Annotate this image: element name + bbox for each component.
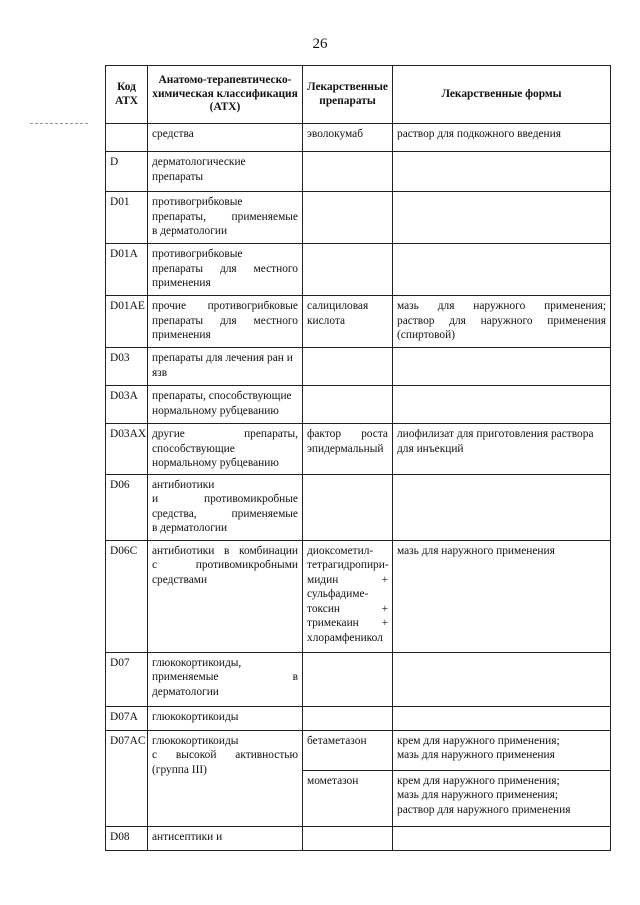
cell-forms xyxy=(393,770,611,826)
cell-line: с противомикробными xyxy=(152,559,298,571)
cell-line: (группа III) xyxy=(152,763,207,776)
cell-line: хлорамфеникол xyxy=(307,631,383,644)
cell-line: антибиотики xyxy=(152,478,215,491)
cell-line: в дерматологии xyxy=(152,522,228,534)
cell-classification xyxy=(148,152,303,192)
cell-line: (спиртовой) xyxy=(397,329,455,341)
cell-drug xyxy=(303,152,393,192)
cell-line: другие препараты, xyxy=(152,428,298,440)
cell-code: D xyxy=(106,152,148,192)
header-drugs: Лекарственные препараты xyxy=(303,66,393,124)
cell-classification xyxy=(148,652,303,706)
cell-line: средства xyxy=(152,128,194,140)
cell-drug xyxy=(303,124,393,152)
cell-line: бетаметазон xyxy=(307,734,367,747)
cell-line: применения xyxy=(152,277,211,289)
table-row xyxy=(106,386,611,424)
cell-line: тетрагидропири- xyxy=(307,559,389,571)
cell-classification xyxy=(148,424,303,475)
cell-classification xyxy=(148,296,303,348)
cell-line: способствующие xyxy=(152,442,235,455)
table-row xyxy=(106,826,611,850)
cell-classification xyxy=(148,474,303,540)
cell-classification xyxy=(148,244,303,296)
cell-line: крем для наружного применения; xyxy=(397,774,560,787)
table-row xyxy=(106,706,611,730)
cell-line: токсин + xyxy=(307,602,388,615)
cell-classification xyxy=(148,826,303,850)
cell-line: мазь для наружного применения xyxy=(397,544,555,557)
cell-line: нормальному рубцеванию xyxy=(152,457,279,469)
cell-forms xyxy=(393,124,611,152)
cell-drug xyxy=(303,730,393,770)
cell-forms xyxy=(393,296,611,348)
cell-line: дерматологические xyxy=(152,156,246,168)
header-code: Код АТХ xyxy=(106,66,148,124)
table-row xyxy=(106,730,611,770)
cell-line: мазь для наружного применения xyxy=(397,749,555,761)
cell-line: в дерматологии xyxy=(152,225,228,237)
cell-drug xyxy=(303,424,393,475)
cell-line: прочие противогрибковые xyxy=(152,300,298,312)
cell-line: дерматологии xyxy=(152,685,219,698)
cell-line: мазь для наружного применения; xyxy=(397,300,606,312)
cell-line: эволокумаб xyxy=(307,128,364,140)
cell-line: и противомикробные xyxy=(152,493,298,505)
cell-line: глюкокортикоиды xyxy=(152,734,239,747)
page-number: 26 xyxy=(312,36,328,52)
cell-classification xyxy=(148,348,303,386)
cell-code: D01 xyxy=(106,192,148,244)
table-row xyxy=(106,348,611,386)
cell-drug xyxy=(303,386,393,424)
cell-line: противогрибковые xyxy=(152,196,243,208)
cell-code: D03A xyxy=(106,386,148,424)
cell-forms xyxy=(393,152,611,192)
table-row xyxy=(106,652,611,706)
cell-code: D01A xyxy=(106,244,148,296)
atx-table-body xyxy=(106,124,611,851)
header-row xyxy=(106,66,611,124)
cell-forms xyxy=(393,244,611,296)
cell-line: язв xyxy=(152,366,168,379)
cell-drug xyxy=(303,244,393,296)
cell-line: с высокой активностью xyxy=(152,749,298,761)
cell-code: D07 xyxy=(106,652,148,706)
cell-drug xyxy=(303,296,393,348)
cell-forms xyxy=(393,730,611,770)
cell-forms xyxy=(393,192,611,244)
cell-line: средства, применяемые xyxy=(152,507,298,520)
table-row xyxy=(106,244,611,296)
cell-code: D01AE xyxy=(106,296,148,348)
cell-forms xyxy=(393,348,611,386)
cell-line: раствор для наружного применения xyxy=(397,803,571,816)
table-row xyxy=(106,424,611,475)
cell-drug xyxy=(303,706,393,730)
table-row xyxy=(106,124,611,152)
cell-line: мометазон xyxy=(307,774,359,787)
cell-line: препараты для местного xyxy=(152,262,298,275)
cell-line: салициловая xyxy=(307,300,369,312)
cell-forms xyxy=(393,424,611,475)
cell-line: мазь для наружного применения; xyxy=(397,789,559,801)
cell-classification xyxy=(148,540,303,652)
cell-forms xyxy=(393,826,611,850)
cell-line: глюкокортикоиды xyxy=(152,710,239,723)
cell-line: мидин + xyxy=(307,573,388,586)
table-row xyxy=(106,152,611,192)
cell-line: антисептики и xyxy=(152,830,223,843)
cell-drug xyxy=(303,652,393,706)
cell-code: D03AX xyxy=(106,424,148,475)
cell-code: D06C xyxy=(106,540,148,652)
cell-code xyxy=(106,124,148,152)
cell-drug xyxy=(303,192,393,244)
cell-line: применения xyxy=(152,329,211,341)
cell-forms xyxy=(393,706,611,730)
margin-dash-mark xyxy=(30,123,88,124)
cell-drug xyxy=(303,826,393,850)
cell-line: раствор для подкожного введения xyxy=(397,128,561,140)
cell-line: лиофилизат для приготовления раствора xyxy=(397,428,594,440)
cell-line: препараты для лечения ран и xyxy=(152,352,293,364)
cell-line: антибиотики в комбинации xyxy=(152,544,298,557)
cell-line: кислота xyxy=(307,314,346,327)
cell-line: препараты, применяемые xyxy=(152,210,298,223)
table-row xyxy=(106,192,611,244)
table-row xyxy=(106,474,611,540)
cell-line: применяемые в xyxy=(152,671,298,683)
cell-line: сульфадиме- xyxy=(307,588,369,600)
table-row xyxy=(106,296,611,348)
cell-line: препараты xyxy=(152,170,204,183)
cell-forms xyxy=(393,652,611,706)
cell-code: D07A xyxy=(106,706,148,730)
cell-code: D06 xyxy=(106,474,148,540)
cell-forms xyxy=(393,386,611,424)
cell-line: нормальному рубцеванию xyxy=(152,404,279,417)
cell-classification xyxy=(148,386,303,424)
cell-drug xyxy=(303,474,393,540)
table-row xyxy=(106,540,611,652)
header-classification: Анатомо-терапевтическо-химическая классификация (АТХ) xyxy=(148,66,303,124)
cell-classification xyxy=(148,192,303,244)
cell-line: фактор роста xyxy=(307,428,388,440)
cell-forms xyxy=(393,474,611,540)
cell-drug xyxy=(303,348,393,386)
cell-line: препараты для местного xyxy=(152,314,298,327)
cell-code: D03 xyxy=(106,348,148,386)
cell-line: средствами xyxy=(152,573,208,586)
cell-line: для инъекций xyxy=(397,442,464,455)
cell-forms xyxy=(393,540,611,652)
atx-table xyxy=(105,65,611,851)
cell-classification xyxy=(148,124,303,152)
cell-line: раствор для наружного применения xyxy=(397,314,606,327)
cell-code: D08 xyxy=(106,826,148,850)
header-forms: Лекарственные формы xyxy=(393,66,611,124)
cell-classification xyxy=(148,730,303,826)
cell-drug xyxy=(303,540,393,652)
cell-line: диоксометил- xyxy=(307,544,374,557)
cell-line: тримекаин + xyxy=(307,617,388,629)
cell-line: глюкокортикоиды, xyxy=(152,656,242,669)
cell-drug xyxy=(303,770,393,826)
cell-line: эпидермальный xyxy=(307,442,384,455)
cell-classification xyxy=(148,706,303,730)
cell-code: D07AC xyxy=(106,730,148,826)
cell-line: препараты, способствующие xyxy=(152,390,292,402)
cell-line: противогрибковые xyxy=(152,248,243,260)
cell-line: крем для наружного применения; xyxy=(397,734,560,747)
